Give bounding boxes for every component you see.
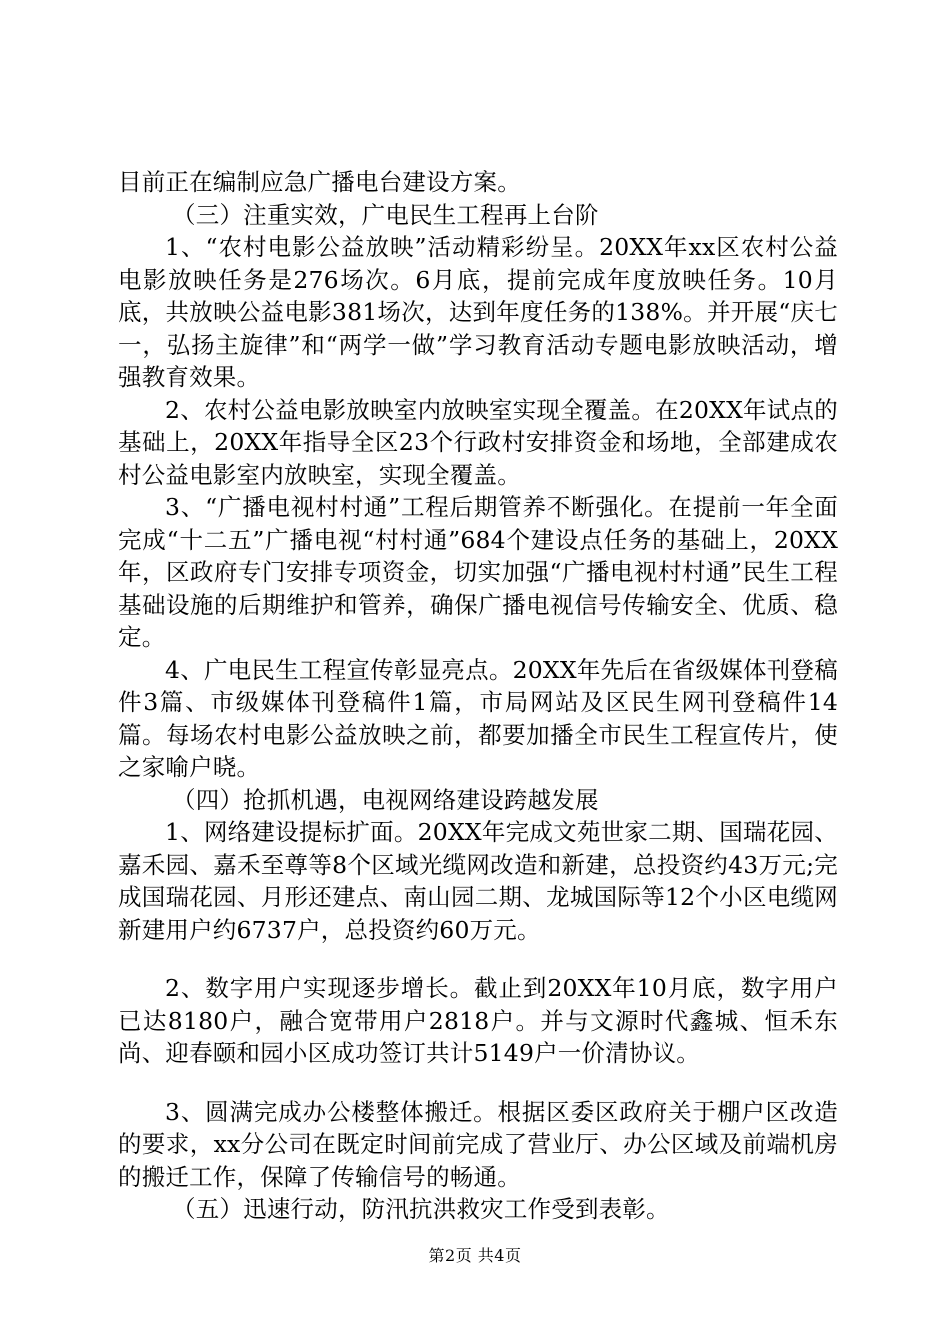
paragraph-gap (118, 1070, 838, 1096)
paragraph-office-move: 3、圆满完成办公楼整体搬迁。根据区委区政府关于棚户区改造的要求，xx分公司在既定时间前完成了营业厅、办公区域及前端机房的搬迁工作，保障了传输信号的畅通。 (118, 1097, 838, 1191)
paragraph-digital-users: 2、数字用户实现逐步增长。截止到20XX年10月底，数字用户已达8180户，融合宽带用户2818户。并与文源时代鑫城、恒禾东尚、迎春颐和园小区成功签订共计5149户一价清协议。 (118, 974, 838, 1067)
document-body (118, 166, 838, 1226)
paragraph-village-broadcast: 3、“广播电视村村通”工程后期管养不断强化。在提前一年全面完成“十二五”广播电视“村村通”684个建设点任务的基础上，20XX年，区政府专门安排专项资金，切实加强“广播电视村村通”民生工程基础设施的后期维护和管养，确保广播电视信号传输安全、优质、稳定。 (118, 493, 838, 651)
paragraph-gap (118, 946, 838, 972)
paragraph-rural-film: 1、“农村电影公益放映”活动精彩纷呈。20XX年xx区农村公益电影放映任务是276场次。6月底，提前完成年度放映任务。10月底，共放映公益电影381场次，达到年度任务的138%。并开展“庆七一，弘扬主旋律”和“两学一做”学习教育活动专题电影放映活动，增强教育效果。 (118, 233, 838, 391)
paragraph-indoor-screening: 2、农村公益电影放映室内放映室实现全覆盖。在20XX年试点的基础上，20XX年指导全区23个行政村安排资金和场地，全部建成农村公益电影室内放映室，实现全覆盖。 (118, 395, 838, 489)
section-heading-3: （三）注重实效，广电民生工程再上台阶 (172, 200, 599, 229)
paragraph-network-build: 1、网络建设提标扩面。20XX年完成文苑世家二期、国瑞花园、嘉禾园、嘉禾至尊等8个区域光缆网改造和新建，总投资约43万元;完成国瑞花园、月形还建点、南山园二期、龙城国际等12个小区电缆网新建用户约6737户，总投资约60万元。 (118, 818, 838, 944)
section-heading-5: （五）迅速行动，防汛抗洪救灾工作受到表彰。 (172, 1195, 670, 1223)
paragraph-publicity: 4、广电民生工程宣传彰显亮点。20XX年先后在省级媒体刊登稿件3篇、市级媒体刊登稿件1篇，市局网站及区民生网刊登稿件14篇。每场农村电影公益放映之前，都要加播全市民生工程宣传片，使之家喻户晓。 (118, 655, 838, 781)
page-number-footer: 第2页 共4页 (428, 1246, 522, 1265)
section-heading-4: （四）抢抓机遇，电视网络建设跨越发展 (172, 785, 599, 814)
paragraph-continuation: 目前正在编制应急广播电台建设方案。 (118, 168, 521, 196)
